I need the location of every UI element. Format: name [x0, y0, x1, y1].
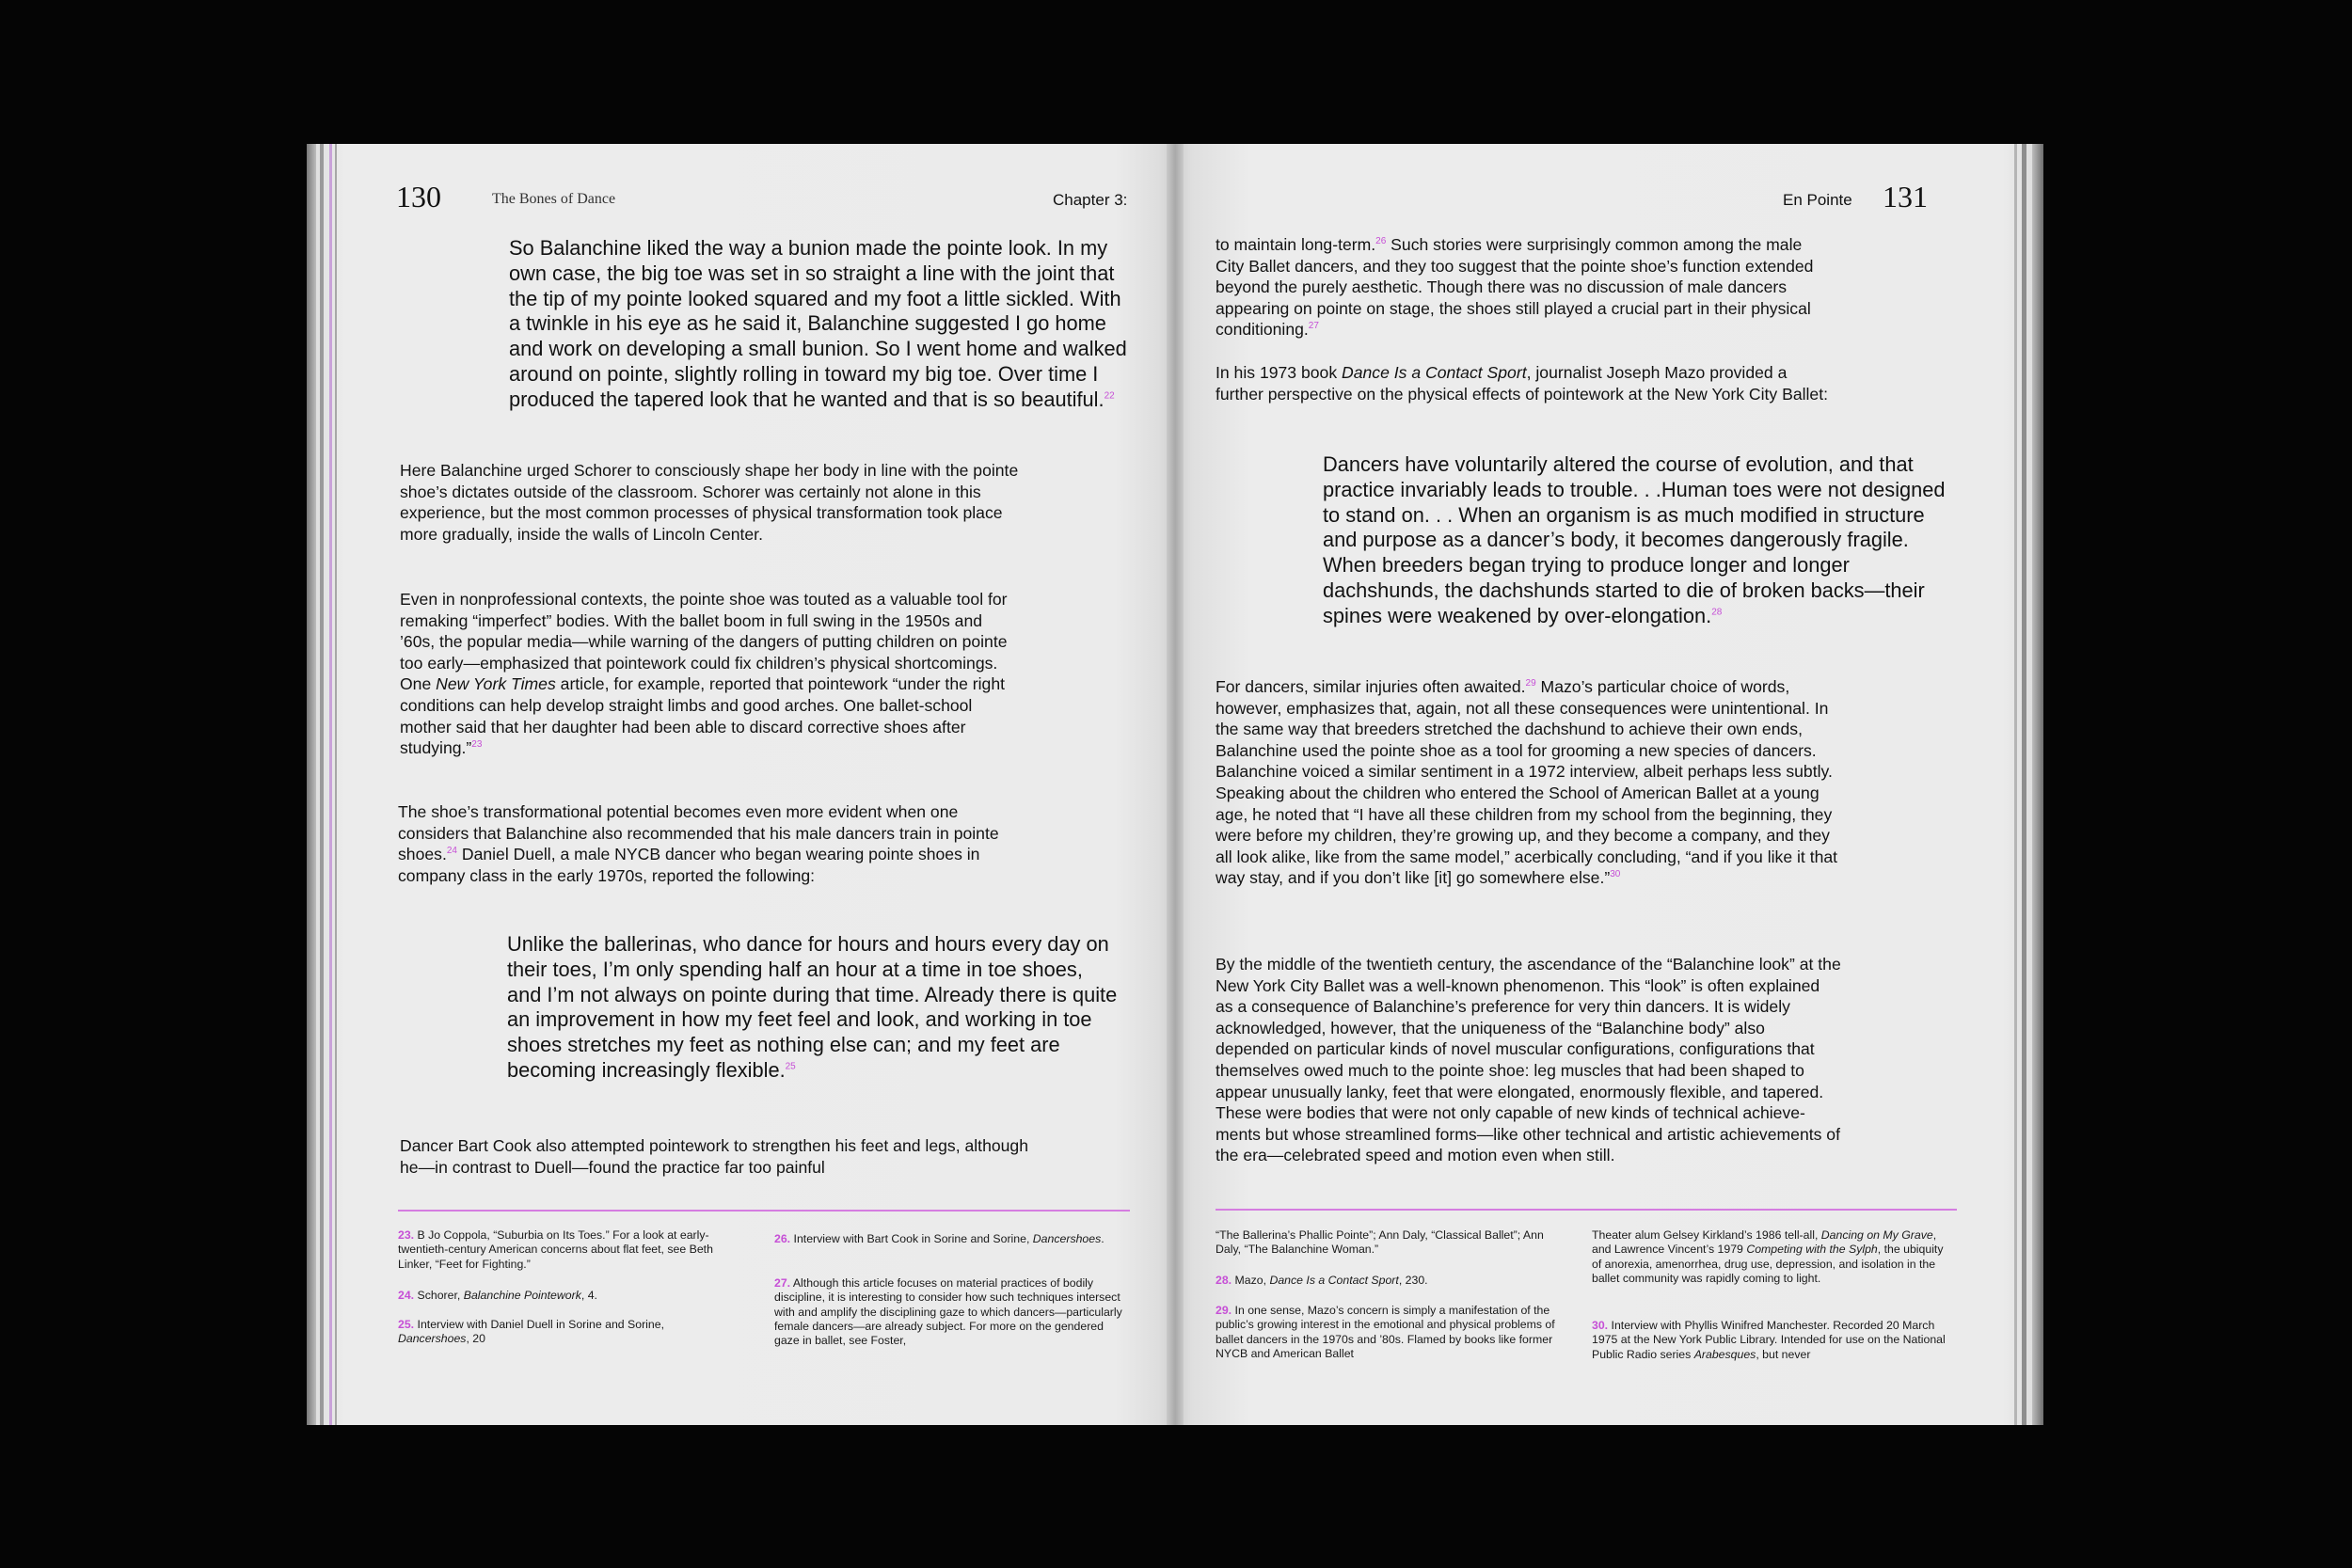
running-head-book-title: The Bones of Dance [492, 191, 616, 207]
body-paragraph: In his 1973 book Dance Is a Contact Sport, journalist Joseph Mazo provided a further perspective on the physical effects of pointework at the New York City Ballet: [1216, 363, 1828, 404]
book-gutter [1167, 144, 1184, 1425]
page-edges [2032, 144, 2043, 1425]
page-edges [335, 144, 337, 1425]
footnote: Theater alum Gelsey Kirkland’s 1986 tell-all, Dancing on My Grave, and Lawrence Vincent’s 1979 Competing with the Sylph, the ubiquity of anorexia, amenorrhea, drug use, depression, and isolation in the ballet community was rapidly coming to light. [1592, 1228, 1944, 1285]
open-book [307, 144, 2043, 1425]
block-quote: Unlike the ballerinas, who dance for hours and hours every day on their toes, I’m only spending half an hour at a time in toe shoes, and I’m not always on pointe during that time. Already there is quite an improvement in how my feet feel and look, and working in toe shoes stretches my feet as nothing else can; and my feet are becoming increasingly flexible.$^{25}$ [507, 932, 1118, 1082]
block-quote: So Balanchine liked the way a bunion made the pointe look. In my own case, the big toe was set in so straight a line with the joint that the tip of my pointe looked squared and my foot a little sickled. With a twinkle in his eye as he said it, Balanchine suggested I go home and work on developing a small bunion. So I went home and walked around on pointe, slightly rolling in toward my big toe. Over time I produced the tapered look that he wanted and that is so beautiful.$^{22}$ [509, 236, 1127, 411]
left-page [307, 144, 1175, 1425]
footnote-ref[interactable]: 28 [1711, 607, 1723, 618]
running-head-chapter-title: En Pointe [1783, 191, 1852, 209]
body-paragraph: The shoe’s transformational potential becomes even more evident when one considers that Balanchine also recommended that his male dancers train in pointe shoes.$^{24}$ Daniel Duell, a male NYCB dancer who began wearing pointe shoes in company class in the early 1970s, reported the following: [398, 802, 999, 885]
footnote: 24. Schorer, Balanchine Pointework, 4. [398, 1289, 597, 1302]
page-edges [307, 144, 316, 1425]
footnote: 29. In one sense, Mazo’s concern is simply a manifestation of the public’s growing interest in the emotional and physical problems of ballet dancers in the 1970s and ’80s. Flamed by books like former NYCB and American Ballet [1216, 1304, 1555, 1360]
page-edges [2014, 144, 2017, 1425]
footnote: 23. B Jo Coppola, “Suburbia on Its Toes.” For a look at early-twentieth-century American concerns about flat feet, see Beth Linker, “Feet for Fighting.” [398, 1228, 713, 1271]
folio-left: 130 [396, 180, 441, 214]
page-edges [329, 144, 332, 1425]
body-paragraph: Even in nonprofessional contexts, the pointe shoe was touted as a valuable tool for remaking “imperfect” bodies. With the ballet boom in full swing in the 1950s and ’60s, the popular media—while warning of the dangers of putting children on pointe too early—emphasized that pointework could fix children’s physical shortcomings. One New York Times article, for example, reported that pointework “under the right conditions can help develop straight limbs and good arches. One ballet-school mother said that her daughter had been able to discard corrective shoes after studying.”$^{23}$ [400, 590, 1008, 758]
footnote-ref[interactable]: 29 [1525, 678, 1536, 689]
footnote: 25. Interview with Daniel Duell in Sorine and Sorine, Dancershoes, 20 [398, 1318, 664, 1346]
body-paragraph: For dancers, similar injuries often awaited.$^{29}$ Mazo’s particular choice of words, however, emphasizes that, again, not all these consequences were unintentional. In the same way that breeders stretched the dachshund to achieve their own ends, Balanchine used the pointe shoe as a tool for grooming a new species of dancers. Balanchine voiced a similar sentiment in a 1972 interview, albeit perhaps less subtly. Speaking about the children who entered the School of American Ballet at a young age, he noted that “I have all these children from my school from the beginning, they were before my children, they’re growing up, and they become a company, and they all look alike, like from the same model,” acerbically concluding, “and if you like it that way stay, and if you don’t like [it] go somewhere else.”$^{30}$ [1216, 677, 1838, 888]
footnote-ref[interactable]: 25 [785, 1061, 796, 1072]
footnote-ref[interactable]: 26 [1375, 236, 1387, 247]
body-paragraph: Here Balanchine urged Schorer to consciously shape her body in line with the pointe shoe’s dictates outside of the classroom. Schorer was certainly not alone in this experience, but the most common processes of physical transformation took place more gradually, inside the walls of Lincoln Center. [400, 461, 1019, 544]
footnote-ref[interactable]: 27 [1308, 321, 1319, 332]
footnote-rule [1216, 1209, 1957, 1211]
body-paragraph: to maintain long-term.$^{26}$ Such stories were surprisingly common among the male City Ballet dancers, and they too suggest that the pointe shoe’s function extended beyond the purely aesthetic. Though there was no discussion of male dancers appearing on pointe on stage, the shoes still played a crucial part in their physical conditioning.$^{27}$ [1216, 235, 1814, 340]
footnote: 27. Although this article focuses on material practices of bodily discipline, it is interesting to consider how such techniques intersect with and amplify the disciplining gaze to which dancers—particularly female dancers—are already subject. For more on the gendered gaze in ballet, see Foster, [774, 1276, 1122, 1348]
footnote-ref[interactable]: 22 [1104, 390, 1115, 402]
footnote-ref[interactable]: 30 [1610, 869, 1621, 880]
footnote-ref[interactable]: 23 [471, 739, 483, 751]
footnote: 28. Mazo, Dance Is a Contact Sport, 230. [1216, 1274, 1428, 1287]
folio-right: 131 [1883, 180, 1928, 214]
body-paragraph: Dancer Bart Cook also attempted pointework to strengthen his feet and legs, although he—in contrast to Duell—found the practice far too painful [400, 1136, 1028, 1177]
running-head-chapter: Chapter 3: [1053, 191, 1128, 209]
page-edges [2022, 144, 2026, 1425]
footnote: 30. Interview with Phyllis Winifred Manchester. Recorded 20 March 1975 at the New York Public Library. Intended for use on the National Public Radio series Arabesques, but never [1592, 1319, 1946, 1361]
footnote: “The Ballerina’s Phallic Pointe”; Ann Daly, “Classical Ballet”; Ann Daly, “The Balanchine Woman.” [1216, 1228, 1544, 1257]
page-edges [320, 144, 324, 1425]
block-quote: Dancers have voluntarily altered the course of evolution, and that practice invariably leads to trouble. . .Human toes were not designed to stand on. . . When an organism is as much modified in structure and purpose as a dancer’s body, it becomes dangerously fragile. When breeders began trying to produce longer and longer dachshunds, the dachshunds started to die of broken backs—their spines were weakened by over-elongation.$^{28}$ [1323, 452, 1946, 627]
footnote-rule [398, 1210, 1130, 1212]
footnote-ref[interactable]: 24 [446, 846, 457, 857]
body-paragraph: By the middle of the twentieth century, the ascendance of the “Balanchine look” at the New York City Ballet was a well-known phenomenon. This “look” is often explained as a consequence of Balanchine’s preference for very thin dancers. It is widely acknowledged, however, that the uniqueness of the “Balanchine body” also depended on particular kinds of novel muscular configurations, configurations that themselves owed much to the pointe shoe: leg muscles that had been shaped to appear unusually lanky, feet that were elongated, enormously flexible, and tapered. These were bodies that were not only capable of new kinds of technical achievements but whose streamlined forms—like other technical and artistic achievements of the era—celebrated speed and motion even when still. [1216, 955, 1841, 1165]
right-page [1175, 144, 2043, 1425]
footnote: 26. Interview with Bart Cook in Sorine and Sorine, Dancershoes. [774, 1232, 1104, 1245]
